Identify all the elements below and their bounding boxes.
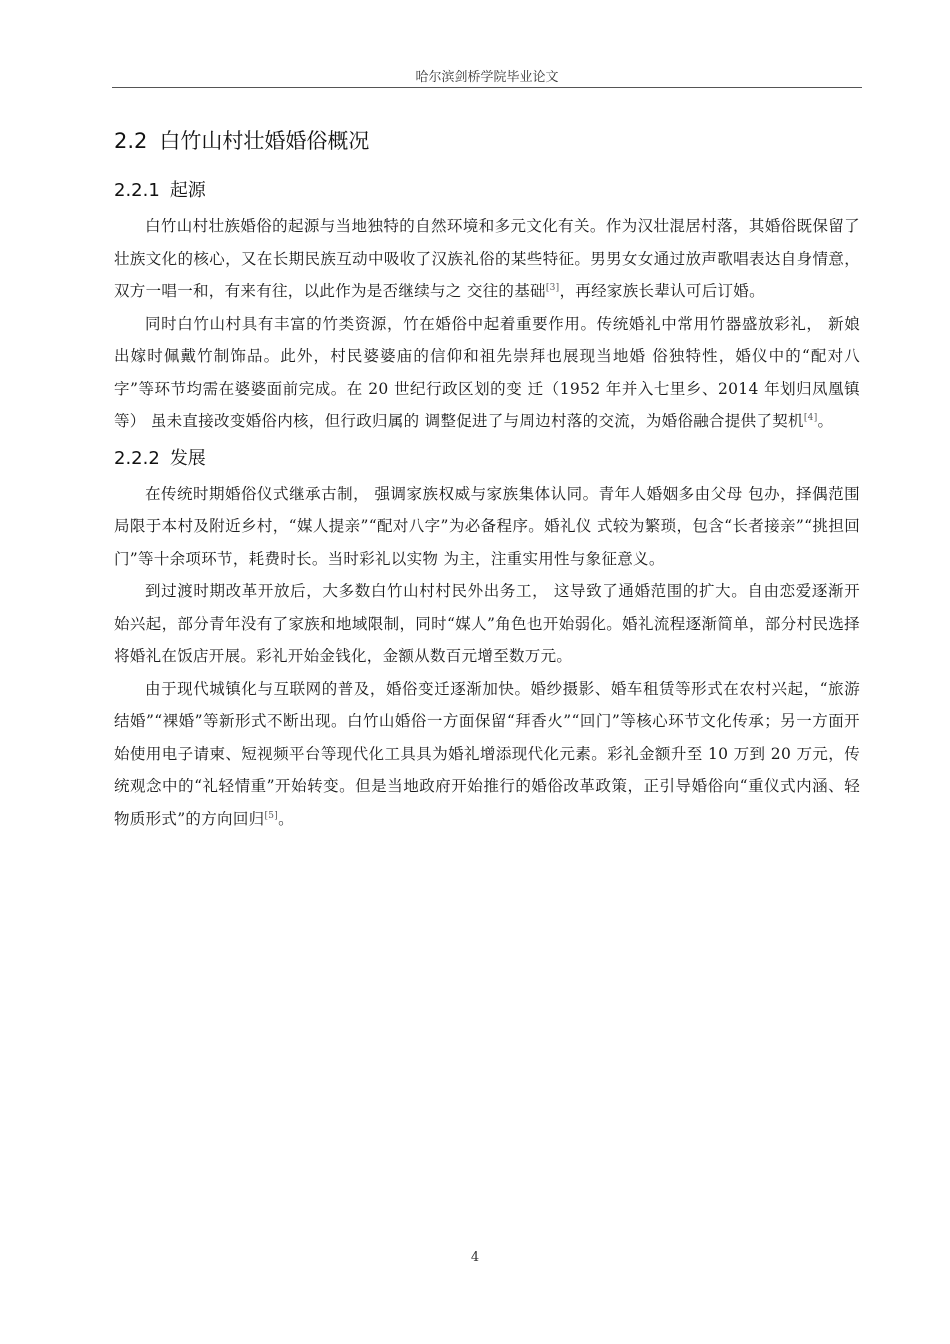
page-body — [114, 124, 860, 835]
paragraph — [114, 575, 860, 673]
paragraph — [114, 308, 860, 438]
subsection-title: 起源 — [169, 180, 206, 201]
subsection-number: 2.2.2 — [114, 447, 160, 469]
citation-marker[interactable]: [3] — [545, 283, 560, 293]
subsection-heading-origin — [114, 176, 860, 206]
section-number: 2.2 — [114, 129, 148, 153]
paragraph — [114, 478, 860, 576]
paragraph-tail: 。 — [817, 412, 834, 430]
subsection-heading-development — [114, 444, 860, 474]
paragraph-text: 由于现代城镇化与互联网的普及，婚俗变迁逐渐加快。婚纱摄影、婚车租赁等形式在农村兴起，“旅游结婚”“裸婚”等新形式不断出现。白竹山婚俗一方面保留“拜香火”“回门”等核心环节文化传承；另一方面开始使用电子请柬、短视频平台等现代化工具具为婚礼增添现代化元素。彩礼金额升至 10 万到 20 万元，传统观念中的“礼轻情重”开始转变。但是当地政府开始推行的婚俗改革政策，正引导婚俗向“重仪式内涵、轻物质形式”的方向回归 — [114, 679, 860, 828]
subsection-number: 2.2.1 — [114, 180, 160, 201]
paragraph — [114, 210, 860, 308]
section-title: 白竹山村壮婚婚俗概况 — [159, 129, 370, 153]
paragraph-text: 白竹山村壮族婚俗的起源与当地独特的自然环境和多元文化有关。作为汉壮混居村落，其婚俗既保留了壮族文化的核心，又在长期民族互动中吸收了汉族礼俗的某些特征。男男女女通过放声歌唱表达自身情意， 双方一唱一和，有来有往，以此作为是否继续与之 交往的基础 — [114, 217, 860, 300]
paragraph-tail: 。 — [278, 809, 294, 828]
subsection-title: 发展 — [169, 447, 206, 469]
paragraph-text: 在传统时期婚俗仪式继承古制， 强调家族权威与家族集体认同。青年人婚姻多由父母 包办，择偶范围局限于本村及附近乡村，“媒人提亲”“配对八字”为必备程序。婚礼仪 式较为繁琐，包含“长者接亲”“挑担回门”等十余项环节，耗费时长。当时彩礼以实物 为主，注重实用性与象征意义。 — [114, 484, 860, 568]
paragraph — [114, 673, 860, 836]
header-divider — [112, 87, 862, 88]
citation-marker[interactable]: [4] — [803, 413, 818, 423]
page-number: 4 — [470, 1250, 480, 1265]
paragraph-text: 到过渡时期改革开放后，大多数白竹山村村民外出务工， 这导致了通婚范围的扩大。自由恋爱逐渐开始兴起，部分青年没有了家族和地域限制，同时“媒人”角色也开始弱化。婚礼流程逐渐简单，部分村民选择将婚礼在饭店开展。彩礼开始金钱化，金额从数百元增至数万元。 — [114, 582, 860, 665]
paragraph-tail: ，再经家族长辈认可后订婚。 — [559, 282, 765, 300]
section-heading — [114, 124, 860, 158]
running-header: 哈尔滨剑桥学院毕业论文 — [415, 70, 559, 85]
citation-marker[interactable]: [5] — [264, 810, 279, 821]
paragraph-text: 同时白竹山村具有丰富的竹类资源，竹在婚俗中起着重要作用。传统婚礼中常用竹器盛放彩礼， 新娘出嫁时佩戴竹制饰品。此外，村民婆婆庙的信仰和祖先崇拜也展现当地婚 俗独特性，婚仪中的“配对八字”等环节均需在婆婆面前完成。在 20 世纪行政区划的变 迁（1952 年并入七里乡、2014 年划归凤凰镇等） 虽未直接改变婚俗内核，但行政归属的 调整促进了与周边村落的交流，为婚俗融合提供了契机 — [114, 314, 860, 430]
